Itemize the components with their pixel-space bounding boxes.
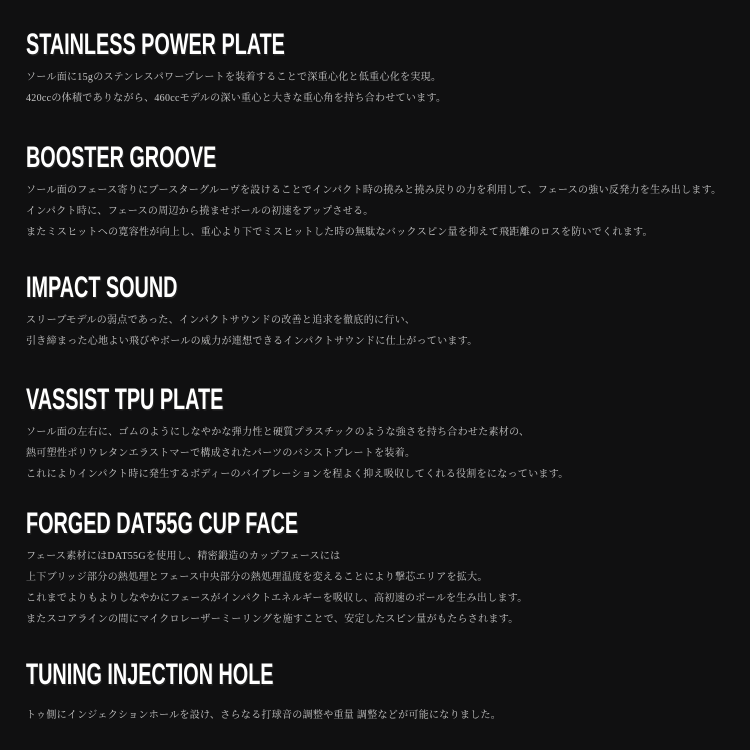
section-title: BOOSTER GROOVE	[26, 141, 217, 174]
body-line: またスコアラインの間にマイクロレーザーミーリングを施すことで、安定したスピン量がもたらされます。	[26, 614, 519, 625]
section-title: VASSIST TPU PLATE	[26, 383, 224, 416]
body-line: 上下ブリッジ部分の熱処理とフェース中央部分の熱処理温度を変えることにより撃芯エリアを拡大。	[26, 572, 488, 583]
body-line: 熱可塑性ポリウレタンエラストマーで構成されたパーツのバシストプレートを装着。	[26, 448, 416, 459]
feature-section-impact-sound	[26, 271, 722, 352]
feature-section-forged-dat55g-cup-face	[26, 507, 722, 630]
body-line: ソール面のフェース寄りにブースターグルーヴを設けることでインパクト時の撓みと撓み戻りの力を利用して、フェースの強い反発力を生み出します。	[26, 185, 722, 196]
feature-section-stainless-power-plate	[26, 28, 722, 109]
body-line: これまでよりもよりしなやかにフェースがインパクトエネルギーを吸収し、高初速のボールを生み出します。	[26, 593, 528, 604]
feature-section-tuning-injection-hole	[26, 658, 722, 726]
body-line: ソール面に15gのステンレスパワープレートを装着することで深重心化と低重心化を実現。	[26, 72, 442, 83]
body-line: またミスヒットへの寛容性が向上し、重心より下でミスヒットした時の無駄なバックスピン量を抑えて飛距離のロスを防いでくれます。	[26, 227, 653, 238]
body-line: 420ccの体積でありながら、460ccモデルの深い重心と大きな重心角を持ち合わせています。	[26, 93, 447, 104]
body-line: フェース素材にはDAT55Gを使用し、精密鍛造のカップフェースには	[26, 551, 341, 562]
feature-section-vassist-tpu-plate	[26, 383, 722, 485]
section-title: STAINLESS POWER PLATE	[26, 28, 285, 61]
body-line: トゥ側にインジェクションホールを設け、さらなる打球音の調整や重量 調整などが可能になりました。	[26, 710, 502, 721]
body-line: ソール面の左右に、ゴムのようにしなやかな弾力性と硬質プラスチックのような強さを持ち合わせた素材の、	[26, 427, 530, 438]
body-line: インパクト時に、フェースの周辺から撓ませボールの初速をアップさせる。	[26, 206, 374, 217]
body-line: スリーブモデルの弱点であった、インパクトサウンドの改善と追求を徹底的に行い、	[26, 315, 416, 326]
feature-section-booster-groove	[26, 141, 722, 243]
section-title: TUNING INJECTION HOLE	[26, 658, 274, 691]
section-title: FORGED DAT55G CUP FACE	[26, 507, 299, 540]
body-line: これによりインパクト時に発生するボディーのバイブレーションを程よく抑え吸収してくれる役割をになっています。	[26, 469, 569, 480]
section-title: IMPACT SOUND	[26, 271, 178, 304]
body-line: 引き締まった心地よい飛びやボールの威力が連想できるインパクトサウンドに仕上がっています。	[26, 336, 478, 347]
